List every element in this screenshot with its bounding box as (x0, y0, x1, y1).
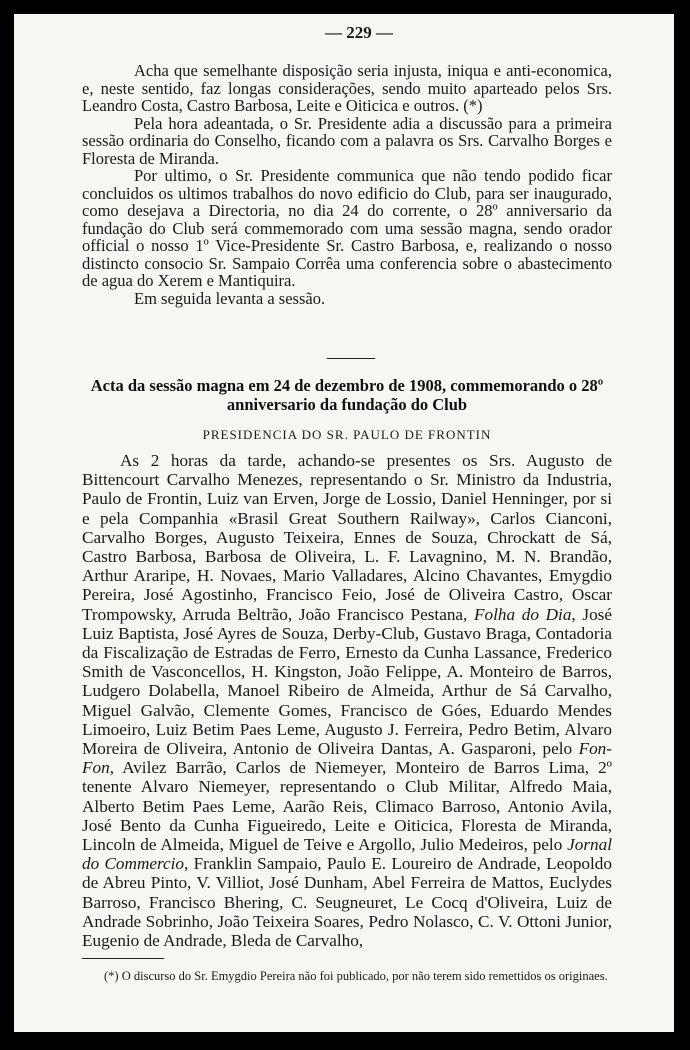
attendance-paragraph (82, 451, 612, 950)
italic-jornal-do-commercio: Jornal do Commercio (82, 835, 613, 874)
minutes-continuation (82, 62, 612, 307)
attendance-part-4: , Franklin Sampaio, Paulo E. Loureiro de Andrade, Leopoldo de Abreu Pinto, V. Villiot, José Dunham, Abel Ferreira de Mattos, Euclydes Barroso, Francisco Bhering, C. Seugneuret, Le Cocq d'Oliveira, Luiz de Andrade Sobrinho, João Teixeira Soares, Pedro Nolasco, C. V. Ottoni Junior, Eugenio de Andrade, Bleda de Carvalho, (82, 854, 612, 951)
paragraph-adjourn-discussion: Pela hora adeantada, o Sr. Presidente adia a discussão para a primeira sessão ordinaria do Conselho, ficando com a palavra os Srs. Carvalho Borges e Floresta de Miranda. (82, 113, 612, 168)
section-heading: Acta da sessão magna em 24 de dezembro de 1908, commemorando o 28º anniversario da fundação do Club (90, 376, 604, 414)
section-divider (327, 358, 375, 359)
paragraph-close-session: Em seguida levanta a sessão. (134, 288, 326, 308)
footnote: (*) O discurso do Sr. Emygdio Pereira não foi publicado, por não terem sido remettidos os originaes. (104, 969, 608, 983)
attendance-part-2: , José Luiz Baptista, José Ayres de Souza, Derby-Club, Gustavo Braga, Contadoria da Fiscalização de Estradas de Ferro, Ernesto da Cunha Lassance, Frederico Smith de Vasconcellos, H. Kingston, João Felippe, A. Monteiro de Barros, Ludgero Dolabella, Manoel Ribeiro de Almeida, Arthur de Sá Carvalho, Miguel Galvão, Clemente Gomes, Francisco de Góes, Eduardo Mendes Limoeiro, Luiz Betim Paes Leme, Augusto J. Ferreira, Pedro Betim, Alvaro Moreira de Oliveira, Antonio de Oliveira Dantas, A. Gasparoni, pelo (82, 604, 612, 759)
presidency-line: PRESIDENCIA DO SR. PAULO DE FRONTIN (202, 427, 492, 442)
italic-fon-fon: Fon-Fon (82, 739, 612, 778)
paragraph-anniversary-notice: Por ultimo, o Sr. Presidente communica que não tendo podido ficar concluidos os ultimos trabalhos do novo edificio do Club, para ser inaugurado, como desejava a Directoria, no dia 24 do corrente, o 28º anniversario da fundação do Club será commemorado com uma sessão magna, sendo orador official o nosso 1º Vice-Presidente Sr. Castro Barbosa, e, realizando o nosso distincto consocio Sr. Sampaio Corrêa uma conferencia sobre o abastecimento de agua do Xerem e Mantiquira. (82, 166, 612, 290)
paragraph-discussion: Acha que semelhante disposição seria injusta, iniqua e anti-economica, e, neste sentido, faz longas considerações, sendo muito aparteado pelos Srs. Leandro Costa, Castro Barbosa, Leite e Oiticica e outros. (*) (82, 61, 612, 115)
italic-folha-do-dia: Folha do Dia (474, 604, 572, 624)
attendance-part-3: , Avilez Barrão, Carlos de Niemeyer, Monteiro de Barros Lima, 2º tenente Alvaro Niemeyer, representando o Club Militar, Alfredo Maia, Alberto Betim Paes Leme, Aarão Reis, Climaco Barroso, Antonio Avila, José Bento da Cunha Figueiredo, Leite e Oiticica, Floresta de Miranda, Lincoln de Almeida, Miguel de Teive e Argollo, Julio Medeiros, pelo (82, 758, 612, 855)
footnote-divider (82, 958, 164, 959)
document-page (14, 14, 674, 1032)
attendance-part-1: As 2 horas da tarde, achando-se presentes os Srs. Augusto de Bittencourt Carvalho Menezes, representando o Sr. Ministro da Industria, Paulo de Frontin, Luiz van Erven, Jorge de Lossio, Daniel Henninger, por si e pela Companhia «Brasil Great Southern Railway», Carlos Cianconi, Carvalho Borges, Augusto Teixeira, Ennes de Souza, Chrockatt de Sá, Castro Barbosa, Barbosa de Oliveira, L. F. Lavagnino, M. N. Brandão, Arthur Araripe, H. Novaes, Mario Valladares, Alcino Chavantes, Emygdio Pereira, José Agostinho, Francisco Feio, José de Oliveira Castro, Oscar Trompowsky, Arruda Beltrão, João Francisco Pestana, (82, 451, 612, 624)
attendance-text (82, 451, 612, 950)
page-number: — 229 — (325, 23, 393, 42)
